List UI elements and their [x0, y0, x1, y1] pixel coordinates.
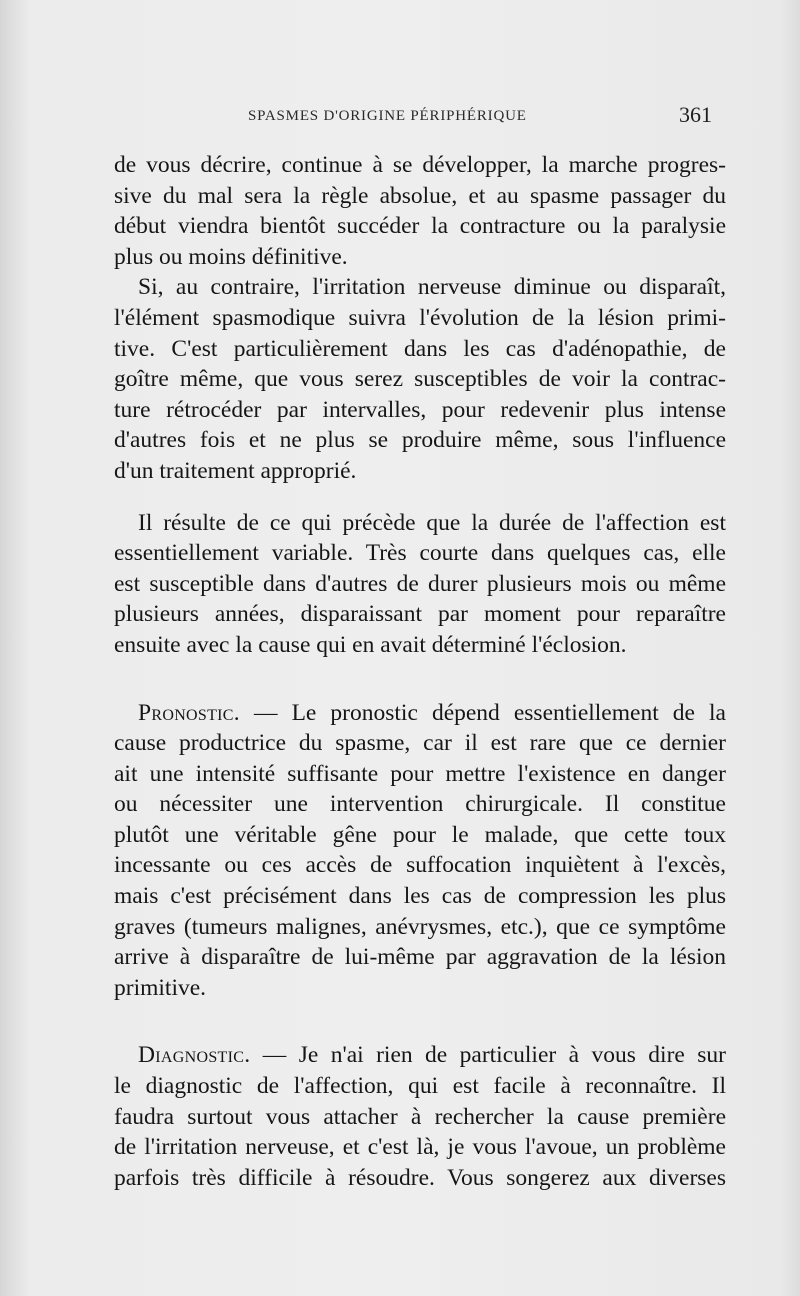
text-line: l'élément spasmodique suivra l'évolution de la lésion primi-: [114, 304, 726, 331]
text-line: début viendra bientôt succéder la contracture ou la paralysie: [114, 213, 726, 240]
section-diagnostic: [114, 1040, 726, 1193]
text-line: tive. C'est particulièrement dans les cas d'adénopathie, de: [114, 335, 726, 362]
text-line: est susceptible dans d'autres de durer plusieurs mois ou même: [114, 570, 726, 597]
section-heading-pronostic: Pronostic.: [138, 699, 240, 726]
text-line: faudra surtout vous attacher à rechercher la cause première: [114, 1103, 726, 1130]
text-line: ait une intensité suffisante pour mettre l'existence en danger: [114, 760, 726, 787]
text-line: mais c'est précisément dans les cas de compression les plus: [114, 883, 726, 910]
text-line: essentiellement variable. Très courte dans quelques cas, elle: [114, 540, 726, 567]
text-line: incessante ou ces accès de suffocation inquiètent à l'excès,: [114, 852, 726, 879]
text-line: plus ou moins définitive.: [114, 243, 348, 270]
first-line-text: — Je n'ai rien de particulier à vous dire sur: [250, 1042, 726, 1069]
text-line: primitive.: [114, 974, 207, 1001]
section-heading-diagnostic: Diagnostic.: [138, 1042, 251, 1069]
paragraph-2: [114, 272, 726, 486]
text-line: arrive à disparaître de lui-même par aggravation de la lésion: [114, 944, 726, 971]
text-line: Si, au contraire, l'irritation nerveuse diminue ou disparaît,: [138, 274, 726, 301]
text-line: sive du mal sera la règle absolue, et au spasme passager du: [114, 182, 726, 209]
text-line: ensuite avec la cause qui en avait déterminé l'éclosion.: [114, 631, 627, 658]
text-line: de vous décrire, continue à se développer, la marche progres-: [114, 152, 726, 178]
text-line: de l'irritation nerveuse, et c'est là, je vous l'avoue, un problème: [114, 1134, 726, 1161]
text-line: ou nécessiter une intervention chirurgicale. Il constitue: [114, 791, 726, 818]
text-line: ture rétrocéder par intervalles, pour redevenir plus intense: [114, 396, 726, 423]
text-line: cause productrice du spasme, car il est rare que ce dernier: [114, 730, 726, 757]
text-line: goître même, que vous serez susceptibles de voir la contrac-: [114, 366, 726, 393]
text-line: parfois très difficile à résoudre. Vous songerez aux diverses: [114, 1164, 726, 1191]
section-pronostic: [114, 698, 726, 1004]
text-line: d'un traitement approprié.: [114, 457, 357, 484]
first-line-text: — Le pronostic dépend essentiellement de la: [239, 699, 726, 726]
body-text: [114, 150, 726, 1193]
text-line: le diagnostic de l'affection, qui est facile à reconnaître. Il: [114, 1073, 726, 1100]
text-line: plutôt une véritable gêne pour le malade, que cette toux: [114, 821, 726, 848]
page-number: 361: [679, 102, 712, 127]
paragraph-1: [114, 150, 726, 272]
text-line: d'autres fois et ne plus se produire même, sous l'influence: [114, 427, 726, 454]
text-line: [114, 1040, 726, 1071]
page-header: [112, 100, 718, 136]
text-line: graves (tumeurs malignes, anévrysmes, etc.), que ce symptôme: [114, 913, 726, 940]
text-line: [114, 698, 726, 729]
text-line: plusieurs années, disparaissant par moment pour reparaître: [114, 601, 726, 628]
text-line: Il résulte de ce qui précède que la durée de l'affection est: [138, 509, 726, 536]
paragraph-3: [114, 508, 726, 661]
running-title: SPASMES D'ORIGINE PÉRIPHÉRIQUE: [248, 108, 527, 124]
